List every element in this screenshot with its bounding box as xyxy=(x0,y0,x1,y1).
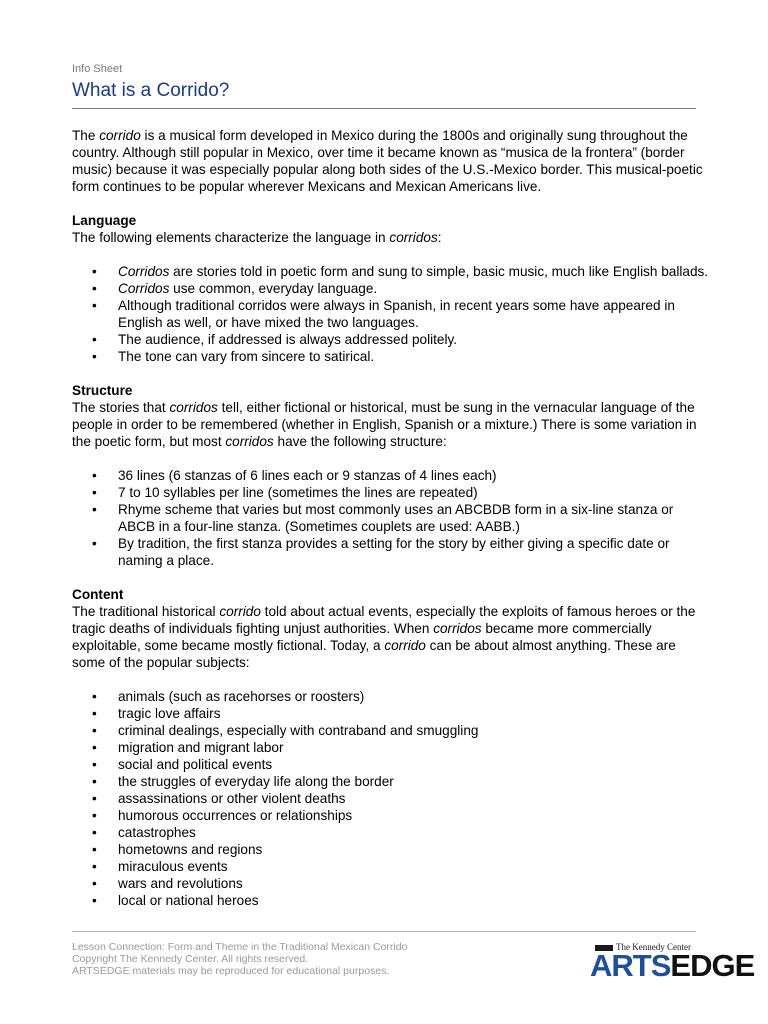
artsedge-logo xyxy=(590,942,755,983)
text-span: can be about almost anything. These are xyxy=(425,638,676,653)
text-span: tell, either fictional or historical, must be sung in the vernacular language of the xyxy=(217,400,695,415)
emphasis: corrido xyxy=(99,128,141,143)
intro-paragraph xyxy=(72,127,722,195)
text-span: exploitable, some became mostly fictional. Today, a xyxy=(72,638,385,653)
text-span: wars and revolutions xyxy=(118,876,243,891)
text-span: the struggles of everyday life along the border xyxy=(118,774,394,789)
bullet-icon: • xyxy=(92,536,97,551)
list-item xyxy=(72,841,722,858)
text-span: The tone can vary from sincere to satirical. xyxy=(118,349,375,364)
list-item xyxy=(72,739,722,756)
bullet-icon: • xyxy=(92,706,97,721)
text-span: assassinations or other violent deaths xyxy=(118,791,346,806)
list-item xyxy=(72,858,722,875)
bullet-icon: • xyxy=(92,349,97,364)
bullet-icon: • xyxy=(92,791,97,806)
content-line xyxy=(72,620,722,637)
artsedge-wordmark xyxy=(590,950,754,982)
bullet-icon: • xyxy=(92,468,97,483)
list-item xyxy=(72,722,722,739)
text-span: 36 lines (6 stanzas of 6 lines each or 9 stanzas of 4 lines each) xyxy=(118,468,497,483)
list-item xyxy=(72,535,722,569)
content-section xyxy=(72,586,722,909)
list-item xyxy=(72,331,722,348)
header-divider xyxy=(72,108,696,109)
text-span: migration and migrant labor xyxy=(118,740,284,755)
bullet-icon: • xyxy=(92,298,97,313)
text-span: tragic love affairs xyxy=(118,706,221,721)
footer-reproduction-note: ARTSEDGE materials may be reproduced for educational purposes. xyxy=(72,965,390,977)
text-span: The following elements characterize the language in xyxy=(72,230,390,245)
language-list xyxy=(72,263,722,365)
bullet-icon: • xyxy=(92,740,97,755)
structure-line xyxy=(72,433,722,450)
bullet-icon: • xyxy=(92,893,97,908)
bullet-icon: • xyxy=(92,281,97,296)
text-span: criminal dealings, especially with contraband and smuggling xyxy=(118,723,479,738)
text-span: The audience, if addressed is always addressed politely. xyxy=(118,332,458,347)
footer-lesson-connection: Lesson Connection: Form and Theme in the Traditional Mexican Corrido xyxy=(72,941,408,953)
bullet-icon: • xyxy=(92,859,97,874)
list-item xyxy=(72,807,722,824)
emphasis: corridos xyxy=(225,434,274,449)
page-title: What is a Corrido? xyxy=(72,80,230,101)
list-item xyxy=(72,280,722,297)
section-heading-content: Content xyxy=(72,587,124,602)
structure-list xyxy=(72,467,722,569)
list-item xyxy=(72,824,722,841)
language-lead xyxy=(72,229,722,246)
text-span: : xyxy=(437,230,442,245)
list-item xyxy=(72,705,722,722)
language-section xyxy=(72,212,722,365)
list-item xyxy=(72,756,722,773)
section-heading-structure: Structure xyxy=(72,383,133,398)
emphasis: corrido xyxy=(384,638,426,653)
text-span: is a musical form developed in Mexico during the 1800s and originally sung throughout the xyxy=(140,128,688,143)
bullet-icon: • xyxy=(92,485,97,500)
section-heading-language: Language xyxy=(72,213,137,228)
emphasis: corrido xyxy=(219,604,261,619)
intro-line: country. Although still popular in Mexico, over time it became known as “musica de la frontera” (border xyxy=(72,145,685,160)
content-line: some of the popular subjects: xyxy=(72,655,250,670)
text-span: naming a place. xyxy=(118,553,214,568)
header-label: Info Sheet xyxy=(72,63,123,75)
text-span: tragic deaths of individuals fighting unjust authorities. When xyxy=(72,621,434,636)
text-span: told about actual events, especially the exploits of famous heroes or the xyxy=(260,604,696,619)
page-footer xyxy=(72,941,407,977)
text-span: The stories that xyxy=(72,400,170,415)
logo-edge-text: EDGE xyxy=(670,948,755,983)
logo-arts-text: ARTS xyxy=(590,948,671,983)
text-span: ABCB in a four-line stanza. (Sometimes couplets are used: AABB.) xyxy=(118,519,520,534)
footer-copyright: Copyright The Kennedy Center. All rights reserved. xyxy=(72,953,309,965)
text-span: are stories told in poetic form and sung to simple, basic music, much like English ballads. xyxy=(169,264,709,279)
emphasis: corridos xyxy=(433,621,482,636)
list-item xyxy=(72,467,722,484)
intro-line: music) because it was especially popular along both sides of the U.S.-Mexico border. This musical-poetic xyxy=(72,162,703,177)
list-item xyxy=(72,263,722,280)
bullet-icon: • xyxy=(92,808,97,823)
text-span: animals (such as racehorses or roosters) xyxy=(118,689,365,704)
content-line xyxy=(72,637,722,654)
text-span: miraculous events xyxy=(118,859,228,874)
bullet-icon: • xyxy=(92,825,97,840)
text-span: humorous occurrences or relationships xyxy=(118,808,353,823)
logo-top-text: The Kennedy Center xyxy=(616,942,691,952)
content-line xyxy=(72,603,722,620)
bullet-icon: • xyxy=(92,723,97,738)
intro-line xyxy=(72,127,722,144)
page-header xyxy=(72,63,229,103)
text-span: Although traditional corridos were always in Spanish, in recent years some have appeared in xyxy=(118,298,675,313)
text-span: local or national heroes xyxy=(118,893,259,908)
intro-line: form continues to be popular wherever Mexicans and Mexican Americans live. xyxy=(72,179,542,194)
text-span: have the following structure: xyxy=(273,434,447,449)
structure-line: people in order to be remembered (whether in English, Spanish or a mixture.) There is some variation in xyxy=(72,417,697,432)
text-span: By tradition, the first stanza provides a setting for the story by either giving a specific date or xyxy=(118,536,670,551)
list-item xyxy=(72,790,722,807)
bullet-icon: • xyxy=(92,264,97,279)
bullet-icon: • xyxy=(92,842,97,857)
list-item xyxy=(72,773,722,790)
text-span: English as well, or have mixed the two languages. xyxy=(118,315,419,330)
bullet-icon: • xyxy=(92,689,97,704)
bullet-icon: • xyxy=(92,774,97,789)
text-span: the poetic form, but most xyxy=(72,434,226,449)
footer-divider xyxy=(72,931,696,932)
text-span: The xyxy=(72,128,100,143)
structure-line xyxy=(72,399,722,416)
text-span: Rhyme scheme that varies but most commonly uses an ABCBDB form in a six-line stanza or xyxy=(118,502,674,517)
structure-section xyxy=(72,382,722,569)
list-item xyxy=(72,875,722,892)
list-item xyxy=(72,688,722,705)
subjects-list xyxy=(72,688,722,909)
emphasis: Corridos xyxy=(118,281,170,296)
emphasis: corridos xyxy=(169,400,218,415)
text-span: became more commercially xyxy=(481,621,652,636)
text-span: The traditional historical xyxy=(72,604,220,619)
text-span: use common, everyday language. xyxy=(169,281,378,296)
document-body xyxy=(72,127,722,909)
text-span: social and political events xyxy=(118,757,273,772)
list-item xyxy=(72,297,722,331)
list-item xyxy=(72,501,722,535)
text-span: catastrophes xyxy=(118,825,196,840)
list-item xyxy=(72,348,722,365)
bullet-icon: • xyxy=(92,757,97,772)
text-span: hometowns and regions xyxy=(118,842,263,857)
list-item xyxy=(72,484,722,501)
text-span: 7 to 10 syllables per line (sometimes the lines are repeated) xyxy=(118,485,478,500)
emphasis: Corridos xyxy=(118,264,170,279)
list-item xyxy=(72,892,722,909)
emphasis: corridos xyxy=(389,230,438,245)
bullet-icon: • xyxy=(92,502,97,517)
bullet-icon: • xyxy=(92,876,97,891)
bullet-icon: • xyxy=(92,332,97,347)
